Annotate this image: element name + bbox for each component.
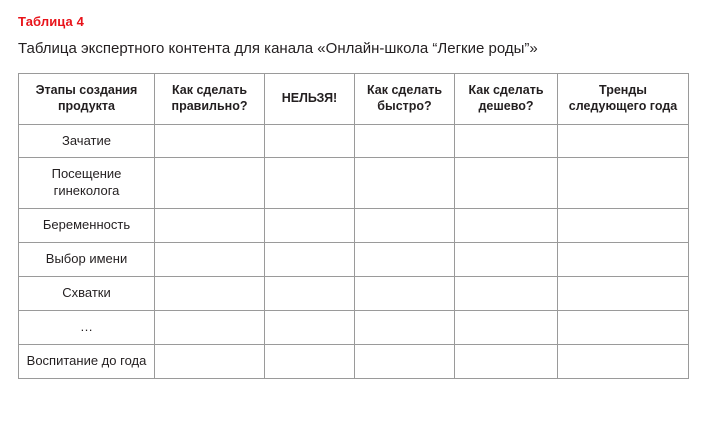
table-cell[interactable] <box>355 243 455 277</box>
table-cell[interactable] <box>558 310 689 344</box>
table-cell[interactable] <box>355 124 455 158</box>
column-header-how-to-do-right: Как сделать правильно? <box>155 74 265 124</box>
row-label: Беременность <box>19 209 155 243</box>
table-row <box>19 209 689 243</box>
table-cell[interactable] <box>355 277 455 311</box>
row-label: Выбор имени <box>19 243 155 277</box>
column-header-forbidden: НЕЛЬЗЯ! <box>265 74 355 124</box>
expert-content-table <box>18 73 689 378</box>
table-cell[interactable] <box>455 124 558 158</box>
table-cell[interactable] <box>155 158 265 209</box>
row-label: Воспитание до года <box>19 344 155 378</box>
table-label: Таблица 4 <box>18 14 84 29</box>
table-cell[interactable] <box>155 243 265 277</box>
table-cell[interactable] <box>155 344 265 378</box>
table-cell[interactable] <box>558 277 689 311</box>
table-body <box>19 124 689 378</box>
column-header-stages: Этапы создания продукта <box>19 74 155 124</box>
table-row <box>19 243 689 277</box>
table-cell[interactable] <box>265 344 355 378</box>
table-row <box>19 344 689 378</box>
row-label: Посещение гинеколога <box>19 158 155 209</box>
table-cell[interactable] <box>265 158 355 209</box>
table-cell[interactable] <box>355 209 455 243</box>
table-cell[interactable] <box>455 243 558 277</box>
table-cell[interactable] <box>355 158 455 209</box>
table-cell[interactable] <box>558 243 689 277</box>
column-header-next-year-trends: Тренды следующего года <box>558 74 689 124</box>
column-header-how-to-do-fast: Как сделать быстро? <box>355 74 455 124</box>
table-cell[interactable] <box>155 310 265 344</box>
table-cell[interactable] <box>155 209 265 243</box>
table-cell[interactable] <box>455 310 558 344</box>
table-cell[interactable] <box>455 344 558 378</box>
table-row <box>19 277 689 311</box>
table-cell[interactable] <box>155 277 265 311</box>
table-header-row <box>19 74 689 124</box>
table-caption: Таблица экспертного контента для канала «Онлайн-школа “Легкие роды”» <box>18 39 538 57</box>
row-label: … <box>19 310 155 344</box>
table-cell[interactable] <box>558 158 689 209</box>
table-cell[interactable] <box>355 344 455 378</box>
table-cell[interactable] <box>455 277 558 311</box>
table-cell[interactable] <box>455 209 558 243</box>
table-cell[interactable] <box>265 243 355 277</box>
table-row <box>19 124 689 158</box>
table-row <box>19 158 689 209</box>
table-cell[interactable] <box>265 310 355 344</box>
column-header-how-to-do-cheap: Как сделать дешево? <box>455 74 558 124</box>
row-label: Зачатие <box>19 124 155 158</box>
table-cell[interactable] <box>558 209 689 243</box>
table-cell[interactable] <box>155 124 265 158</box>
table-cell[interactable] <box>265 124 355 158</box>
table-row <box>19 310 689 344</box>
table-cell[interactable] <box>455 158 558 209</box>
table-cell[interactable] <box>265 277 355 311</box>
table-header <box>19 74 689 124</box>
table-cell[interactable] <box>265 209 355 243</box>
row-label: Схватки <box>19 277 155 311</box>
table-cell[interactable] <box>355 310 455 344</box>
table-cell[interactable] <box>558 344 689 378</box>
table-cell[interactable] <box>558 124 689 158</box>
